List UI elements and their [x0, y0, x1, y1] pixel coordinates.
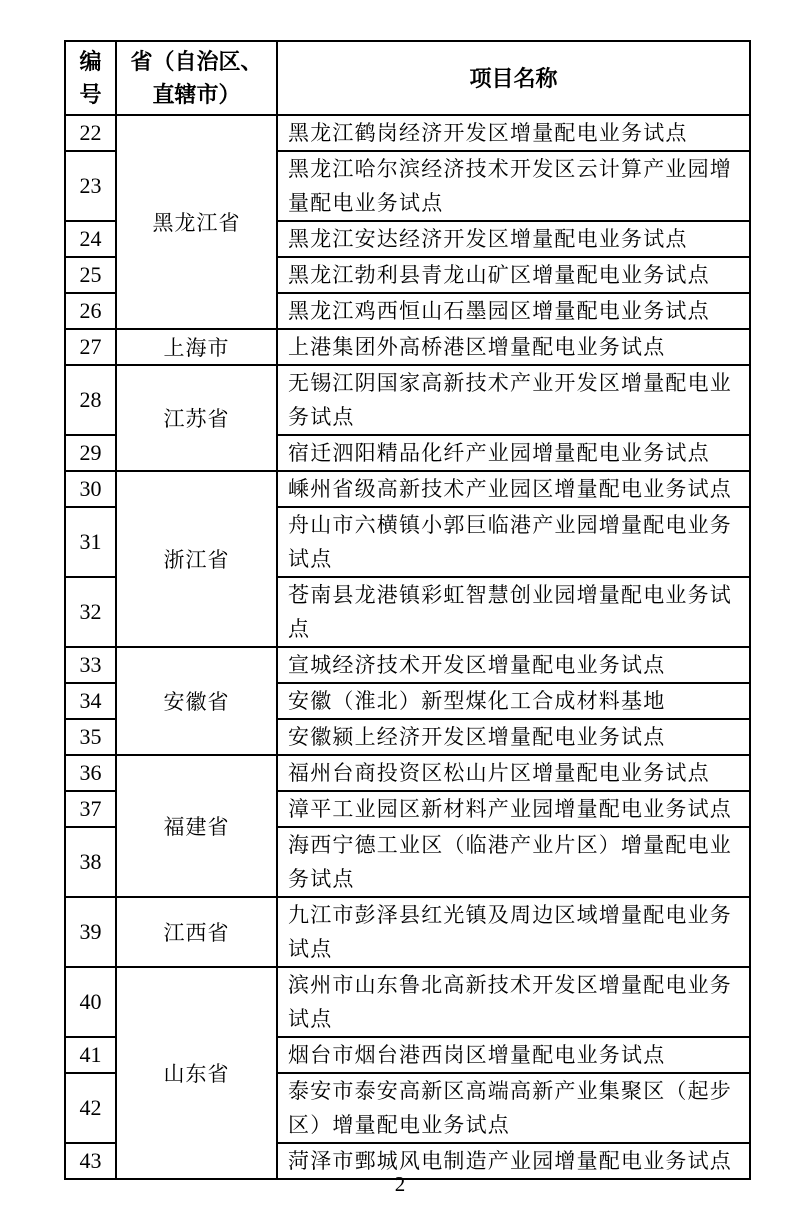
- project-cell: 泰安市泰安高新区高端高新产业集聚区（起步区）增量配电业务试点: [277, 1073, 750, 1143]
- province-cell-fujian: 福建省: [116, 755, 277, 897]
- project-cell: 黑龙江勃利县青龙山矿区增量配电业务试点: [277, 257, 750, 293]
- project-cell: 安徽（淮北）新型煤化工合成材料基地: [277, 683, 750, 719]
- header-project-name: 项目名称: [277, 41, 750, 115]
- project-cell: 黑龙江安达经济开发区增量配电业务试点: [277, 221, 750, 257]
- row-number: 43: [65, 1143, 116, 1179]
- table-header-row: [65, 41, 750, 115]
- province-cell-heilongjiang: 黑龙江省: [116, 115, 277, 329]
- row-number: 34: [65, 683, 116, 719]
- project-cell: 宿迁泗阳精品化纤产业园增量配电业务试点: [277, 435, 750, 471]
- row-number: 22: [65, 115, 116, 151]
- row-number: 35: [65, 719, 116, 755]
- project-cell: 苍南县龙港镇彩虹智慧创业园增量配电业务试点: [277, 577, 750, 647]
- table-row: [65, 471, 750, 507]
- row-number: 28: [65, 365, 116, 435]
- project-cell: 嵊州省级高新技术产业园区增量配电业务试点: [277, 471, 750, 507]
- table-row: [65, 897, 750, 967]
- table-row: [65, 967, 750, 1037]
- province-cell-anhui: 安徽省: [116, 647, 277, 755]
- project-cell: 菏泽市鄄城风电制造产业园增量配电业务试点: [277, 1143, 750, 1179]
- header-number-line1: 编: [79, 49, 102, 74]
- project-cell: 无锡江阴国家高新技术产业开发区增量配电业务试点: [277, 365, 750, 435]
- table-row: [65, 329, 750, 365]
- header-province-line1: 省（自治区、: [130, 49, 263, 74]
- page-number: 2: [394, 1172, 406, 1196]
- province-cell-shanghai: 上海市: [116, 329, 277, 365]
- row-number: 32: [65, 577, 116, 647]
- row-number: 25: [65, 257, 116, 293]
- row-number: 33: [65, 647, 116, 683]
- province-cell-jiangxi: 江西省: [116, 897, 277, 967]
- row-number: 26: [65, 293, 116, 329]
- table-row: [65, 647, 750, 683]
- row-number: 41: [65, 1037, 116, 1073]
- project-cell: 海西宁德工业区（临港产业片区）增量配电业务试点: [277, 827, 750, 897]
- project-cell: 安徽颍上经济开发区增量配电业务试点: [277, 719, 750, 755]
- project-cell: 福州台商投资区松山片区增量配电业务试点: [277, 755, 750, 791]
- table-row: [65, 365, 750, 435]
- header-province-line2: 直辖市）: [152, 82, 241, 107]
- header-number: [65, 41, 116, 115]
- project-cell: 黑龙江哈尔滨经济技术开发区云计算产业园增量配电业务试点: [277, 151, 750, 221]
- row-number: 40: [65, 967, 116, 1037]
- project-cell: 九江市彭泽县红光镇及周边区域增量配电业务试点: [277, 897, 750, 967]
- province-cell-zhejiang: 浙江省: [116, 471, 277, 647]
- table-row: [65, 115, 750, 151]
- table-row: [65, 755, 750, 791]
- header-province: [116, 41, 277, 115]
- project-cell: 上港集团外高桥港区增量配电业务试点: [277, 329, 750, 365]
- province-cell-shandong: 山东省: [116, 967, 277, 1179]
- project-cell: 烟台市烟台港西岗区增量配电业务试点: [277, 1037, 750, 1073]
- row-number: 38: [65, 827, 116, 897]
- row-number: 30: [65, 471, 116, 507]
- row-number: 37: [65, 791, 116, 827]
- project-cell: 舟山市六横镇小郭巨临港产业园增量配电业务试点: [277, 507, 750, 577]
- header-number-line2: 号: [79, 82, 102, 107]
- province-cell-jiangsu: 江苏省: [116, 365, 277, 471]
- project-cell: 黑龙江鸡西恒山石墨园区增量配电业务试点: [277, 293, 750, 329]
- row-number: 23: [65, 151, 116, 221]
- row-number: 27: [65, 329, 116, 365]
- row-number: 36: [65, 755, 116, 791]
- project-cell: 宣城经济技术开发区增量配电业务试点: [277, 647, 750, 683]
- row-number: 31: [65, 507, 116, 577]
- row-number: 29: [65, 435, 116, 471]
- row-number: 39: [65, 897, 116, 967]
- row-number: 24: [65, 221, 116, 257]
- project-cell: 漳平工业园区新材料产业园增量配电业务试点: [277, 791, 750, 827]
- row-number: 42: [65, 1073, 116, 1143]
- project-cell: 黑龙江鹤岗经济开发区增量配电业务试点: [277, 115, 750, 151]
- pilot-projects-table: [64, 40, 751, 1180]
- project-cell: 滨州市山东鲁北高新技术开发区增量配电业务试点: [277, 967, 750, 1037]
